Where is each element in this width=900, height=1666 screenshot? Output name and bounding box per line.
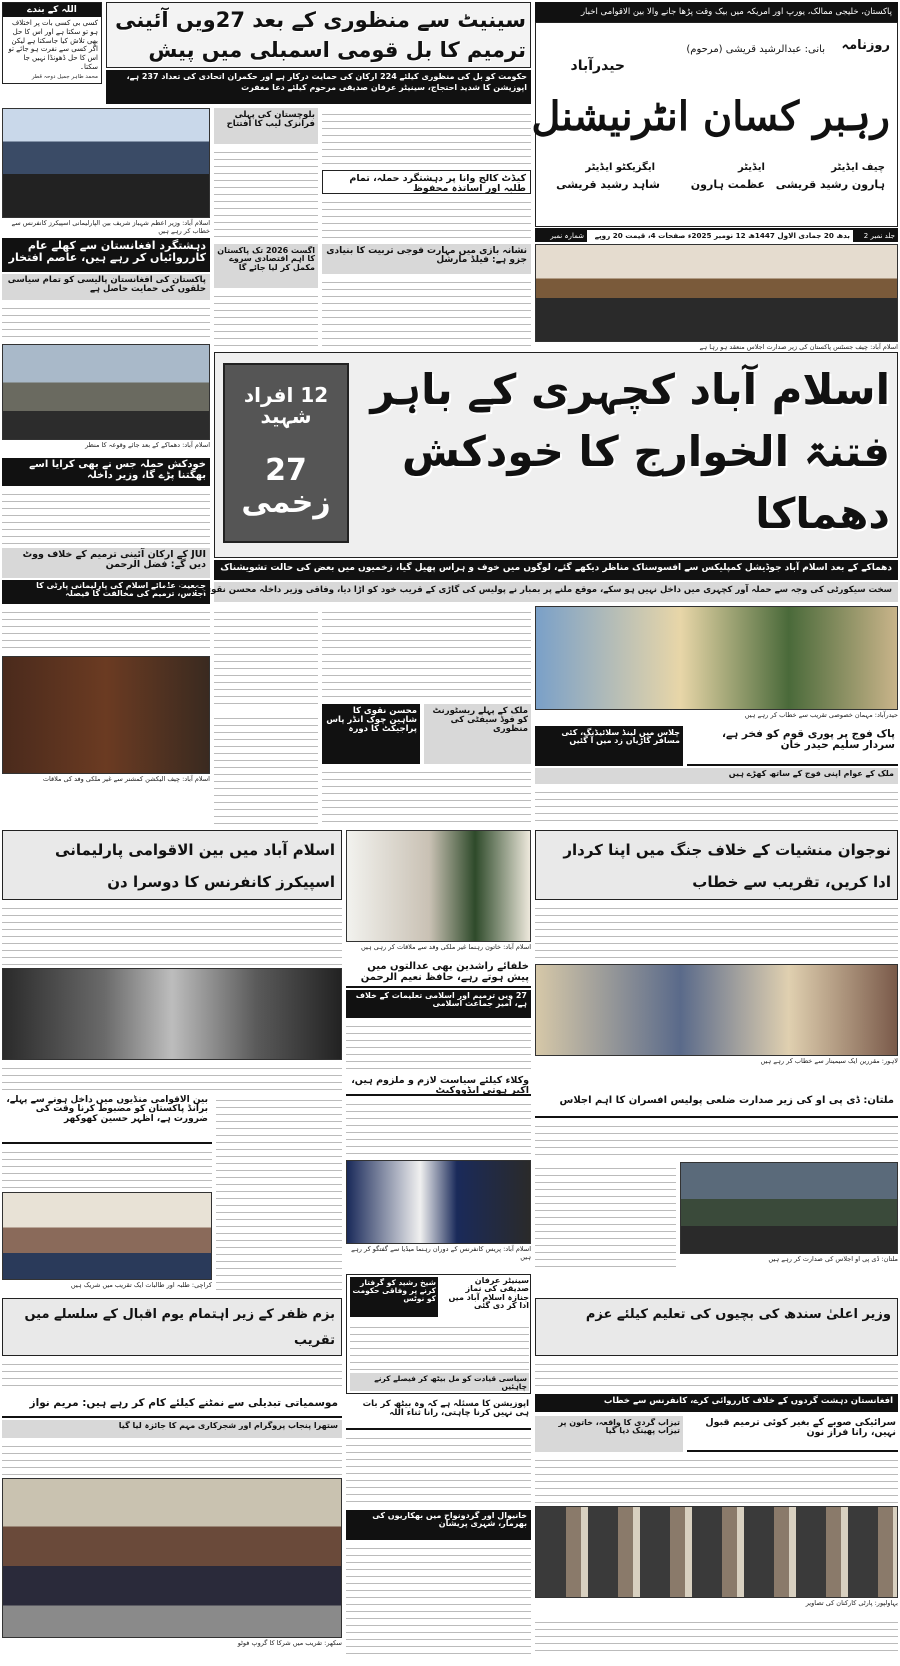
top-headline-box [106,2,531,68]
photo-group-of-men [2,968,342,1060]
headline-rana-faraz-noon: سرائیکی صوبے کے بغیر کوئی ترمیم قبول نہیں، رانا فراز نون [687,1416,898,1452]
headline-afghan-conference: افغانستان دہشت گردوں کے خلاف کارروائی کرے، کانفرنس سے خطاب [535,1394,898,1412]
main-badge [223,363,349,543]
story-text-block-8 [322,276,531,348]
volume-label: جلد نمبر 2 [853,230,898,242]
staff-title-3: ایگزیکٹو ایڈیٹر [585,162,655,173]
story-text-block-21 [535,1120,898,1160]
caption-blast-site: اسلام آباد: دھماکے کے بعد جائے وقوعہ کا منظر [85,441,210,449]
caption-speakers-conference: اسلام آباد: وزیر اعظم شہباز شریف بین الپارلیمانی اسپیکرز کانفرنس سے خطاب کر رہے ہیں [11,219,210,235]
box-census: اگست 2026 تک پاکستان کا اہم اقتصادی سروے مکمل کر لیا جائے گا [214,244,318,288]
headline-jamaat-amendment: 27 ویں ترمیم اور اسلامی تعلیمات کے خلاف ہے، امیر جماعت اسلامی [346,990,531,1018]
story-text-block-28 [346,1542,531,1654]
headline-nation-with-army: ملک کے عوام اپنی فوج کے ساتھ کھڑے ہیں [535,768,898,784]
issue-label: شمارہ نمبر [535,230,587,242]
headline-suthra-punjab: ستھرا پنجاب پروگرام اور شجرکاری مہم کا جائزہ لیا گیا [2,1420,342,1438]
headline-political-leadership: سیاسی قیادت کو مل بیٹھ کر فیصلے کرنے چاہئیں [350,1373,529,1391]
story-text-block-14 [2,902,342,966]
story-text-block-29 [535,1454,898,1504]
headline-khanewal-beggars: خانیوال اور گردونواح میں بھکاریوں کی بھرمار، شہری پریشان [346,1510,531,1540]
caption-dpo-meeting: ملتان: ڈی پی او اجلاس کی صدارت کر رہے ہیں [768,1255,898,1263]
masthead-slogan: پاکستان، خلیجی ممالک، یورپ اور امریکہ میں بیک وقت پڑھا جانے والا بین الاقوامی اخبار [535,2,898,22]
top-headline: سینیٹ سے منظوری کے بعد 27ویں آئینی ترمیم کا بل قومی اسمبلی میں پیش [115,8,526,62]
banner-bazm-zafar: بزم ظفر کے زیر اہتمام یوم اقبال کے سلسلے میں تقریب [2,1298,342,1356]
badge-injured: 27 زخمی [241,453,331,520]
story-text-block-3 [2,606,210,654]
photo-hyderabad-event [535,606,898,710]
caption-seminar: لاہور: مقررین ایک سیمینار سے خطاب کر رہے ہیں [760,1057,898,1065]
dateline: بدھ 20 جمادی الاول 1447ھ 12 نومبر 2025ء صفحات 4، قیمت 20 روپے [594,231,850,240]
headline-interior-minister: خودکش حملہ جس نے بھی کرایا اسے بھگتنا پڑے گا، وزیر داخلہ [2,458,210,486]
headline-acid-attack: تیزاب گردی کا واقعہ، خاتون پر تیزاب پھینک دیا گیا [535,1416,683,1452]
story-text-block-7 [322,196,531,242]
story-text-block-22 [535,1162,676,1270]
masthead-city: حیدرآباد [570,58,625,74]
story-text-block-25 [535,1358,898,1392]
story-text-block-2 [2,488,210,546]
main-sub2: سخت سیکورٹی کی وجہ سے حملہ آور کچہری میں داخل نہیں ہو سکے، موقع ملنے پر بمبار نے پولیس کی گاڑی کے قریب خود کو اڑا دیا، وفاقی وزیر داخلہ محسن نقوی کی گفتگو [214,582,898,602]
headline-afghan-policy: پاکستان کی افغانستان پالیسی کو تمام سیاسی حلقوں کی حمایت حاصل ہے [2,274,210,300]
headline-brand-pakistan: بین الاقوامی منڈیوں میں داخل ہونے سے پہلے، برانڈ پاکستان کو مضبوط کرنا وقت کی ضرورت ہے، اظہر حسین کھوکھر [2,1094,212,1144]
headline-dpo-meeting: ملتان: ڈی پی او کی زیر صدارت ضلعی پولیس افسران کا اہم اجلاس [535,1094,898,1118]
story-text-block-18 [2,1146,212,1190]
photo-sukkur-event [2,1478,342,1638]
quote-box-title: اللہ کے بندے [3,3,101,17]
banner-anti-drug: نوجوان منشیات کے خلاف جنگ میں اپنا کردار ادا کریں، تقریب سے خطاب [535,830,898,900]
headline-maryam-nawaz: موسمیاتی تبدیلی سے نمٹنے کیلئے کام کر رہے ہیں: مریم نواز [2,1396,342,1418]
headline-irfan-siddiqui-funeral: سینیٹر عرفان صدیقی کی نماز جنازہ اسلام آباد میں ادا کر دی گئی [448,1276,529,1311]
story-text-block-4 [214,146,318,242]
photo-speakers-conference [2,108,210,218]
masthead-label-daily: روزنامہ [841,38,890,53]
caption-chief-justice-meeting: اسلام آباد: چیف جسٹس پاکستان کی زیر صدارت اجلاس منعقد ہو رہا ہے [699,343,898,351]
headline-hafiz-naeem: خلفائے راشدین بھی عدالتوں میں پیش ہوتے رہے، حافظ نعیم الرحمن [346,960,531,988]
box-landslide: چلاس میں لینڈ سلائیڈنگ، کئی مسافر گاڑیاں زد میں آ گئیں [535,726,683,766]
staff-name-2: عظمت ہارون [690,178,765,191]
story-text-block-12 [214,712,318,826]
badge-dead: 12 افراد شہید [243,383,329,428]
box-mohsin-naqvi: محسن نقوی کا شاہین چوک انڈر پاس پراجیکٹ کا دورہ [322,704,420,764]
story-text-block-5 [214,290,318,348]
main-headline-box [214,352,898,558]
story-text-block-19 [216,1094,342,1294]
caption-students: کراچی: طلبہ اور طالبات ایک تقریب میں شریک ہیں [70,1281,212,1289]
caption-women-meeting: اسلام آباد: خاتون رہنما غیر ملکی وفد سے ملاقات کر رہی ہیں [361,943,531,951]
photo-blast-site [2,344,210,440]
headline-akbar-hoti: وکلاء کیلئے سیاست لازم و ملزوم ہیں، اکبر ہوتی ایڈووکیٹ [346,1074,531,1096]
headline-sheikh-rasheed: شیخ رشید کو گرفتار کرنے پر وفاقی حکومت کو نوٹس [350,1277,438,1317]
photo-chief-justice-meeting [535,244,898,342]
masthead-staff [545,162,890,212]
story-text-block-27 [346,1432,531,1508]
story-text-block-1 [2,302,210,342]
story-text-block-23 [350,1321,529,1371]
main-headline: اسلام آباد کچہری کے باہر فتنۃ الخوارج کا خودکش دھماکا [370,365,890,538]
staff-name-3: شاہد رشید قریشی [556,178,660,191]
story-text-block-17 [346,1020,531,1072]
masthead [531,2,898,242]
story-text-block-11 [322,766,531,826]
quote-box-text: کسی بی کسی بات پر اختلاف ہو تو سکتا ہے اور اس کا حل بھی تلاش کیا جاسکتا ہے لیکن اگر کسی سے نفرت ہو جائے تو اس کا حل ڈھونڈا نہیں جا سکتا۔ [8,19,98,71]
photo-party-workers [535,1506,898,1598]
masthead-founder: بانی: عبدالرشید قریشی (مرحوم) [686,44,825,55]
story-text-block-20 [346,1098,531,1158]
story-text-block-26 [2,1440,342,1476]
top-subhead: حکومت کو بل کی منظوری کیلئے 224 ارکان کی حمایت درکار ہے اور حکمران اتحادی کی تعداد 237 ہے، اپوزیشن کا شدید احتجاج، سینیٹر عرفان صدیقی مرحوم کیلئے دعا مغفرت [106,70,531,104]
staff-title-2: ایڈیٹر [737,162,765,173]
quote-box [2,2,102,84]
story-text-block-9 [214,606,318,710]
caption-hyderabad-event: حیدرآباد: مہمان خصوصی تقریب سے خطاب کر رہے ہیں [744,711,898,719]
headline-jui-meeting: جمعیت علمائے اسلام کی پارلیمانی پارٹی کا اجلاس، ترمیم کی مخالفت کا فیصلہ [2,580,210,604]
photo-women-meeting [346,830,531,942]
photo-election-commissioner [2,656,210,774]
center-boxed-stories [346,1274,531,1394]
photo-seminar [535,964,898,1056]
staff-title-1: چیف ایڈیٹر [831,162,885,173]
banner-cm-sindh: وزیر اعلیٰ سندھ کی بچیوں کی تعلیم کیلئے عزم [535,1298,898,1356]
box-passport: بلوچستان کی پہلی فرانزک لیب کا افتتاح [214,108,318,144]
photo-press-conference [346,1160,531,1244]
dateline-bar [535,228,898,242]
story-text-block-15 [2,1062,342,1092]
masthead-title: رہبر کسان انٹرنیشنل [531,93,890,140]
story-text-block-13 [535,786,898,826]
photo-students [2,1192,212,1280]
story-text-block-16 [535,902,898,962]
staff-name-1: ہارون رشید قریشی [775,178,885,191]
caption-sukkur-event: سکھر: تقریب میں شرکا کا گروپ فوٹو [237,1639,342,1647]
story-text-block-10 [322,606,531,702]
caption-election-commissioner: اسلام آباد: چیف الیکشن کمشنر سے غیر ملکی وفد کی ملاقات [42,775,210,783]
story-text-block-24 [2,1358,342,1392]
headline-pak-army-pride: پاک فوج پر پوری قوم کو فخر ہے، سردار سلیم حیدر خان [687,726,898,766]
headline-rana-sanaullah: اپوزیشن کا مسئلہ ہے کہ وہ بیٹھ کر بات ہی نہیں کرنا چاہتی، رانا ثناء اللہ [346,1398,531,1430]
banner-speakers-conference: اسلام آباد میں بین الاقوامی پارلیمانی اسپیکرز کانفرنس کا دوسرا دن [2,830,342,900]
box-cadet-college: کیڈٹ کالج وانا پر دہشتگرد حملہ، تمام طلبہ اور اساتذہ محفوظ [322,170,531,194]
quote-box-author: محمد طاہر جمیل دوحہ قطر [31,73,98,80]
headline-fazl-ur-rehman: JUI کے ارکان آئینی ترمیم کے خلاف ووٹ دیں گے: فضل الرحمن [2,548,210,578]
caption-party-workers: بہاولپور: پارٹی کارکنان کی تصاویر [805,1599,898,1607]
main-sub1: دھماکے کے بعد اسلام آباد جوڈیشل کمپلیکس سے افسوسناک مناظر دیکھے گئے، لوگوں میں خوف و ہراس پھیل گیا، زخمیوں میں بعض کی حالت تشویشناک [214,560,898,580]
box-field-marshal: نشانہ بازی میں مہارت فوجی تربیت کا بنیادی جزو ہے: فیلڈ مارشل [322,244,531,274]
story-text-block-6 [322,108,531,168]
photo-dpo-meeting [680,1162,898,1254]
story-text-block-30 [535,1616,898,1656]
caption-press-conference: اسلام آباد: پریس کانفرنس کے دوران رہنما میڈیا سے گفتگو کر رہے ہیں [351,1245,531,1261]
box-food-safety: ملک کے پہلے ریسٹورنٹ کو فوڈ سیفٹی کی منظوری [424,704,531,764]
headline-asim-iftikhar: دہشتگرد افغانستان سے کھلے عام کارروائیاں کر رہے ہیں، عاصم افتخار [2,238,210,272]
